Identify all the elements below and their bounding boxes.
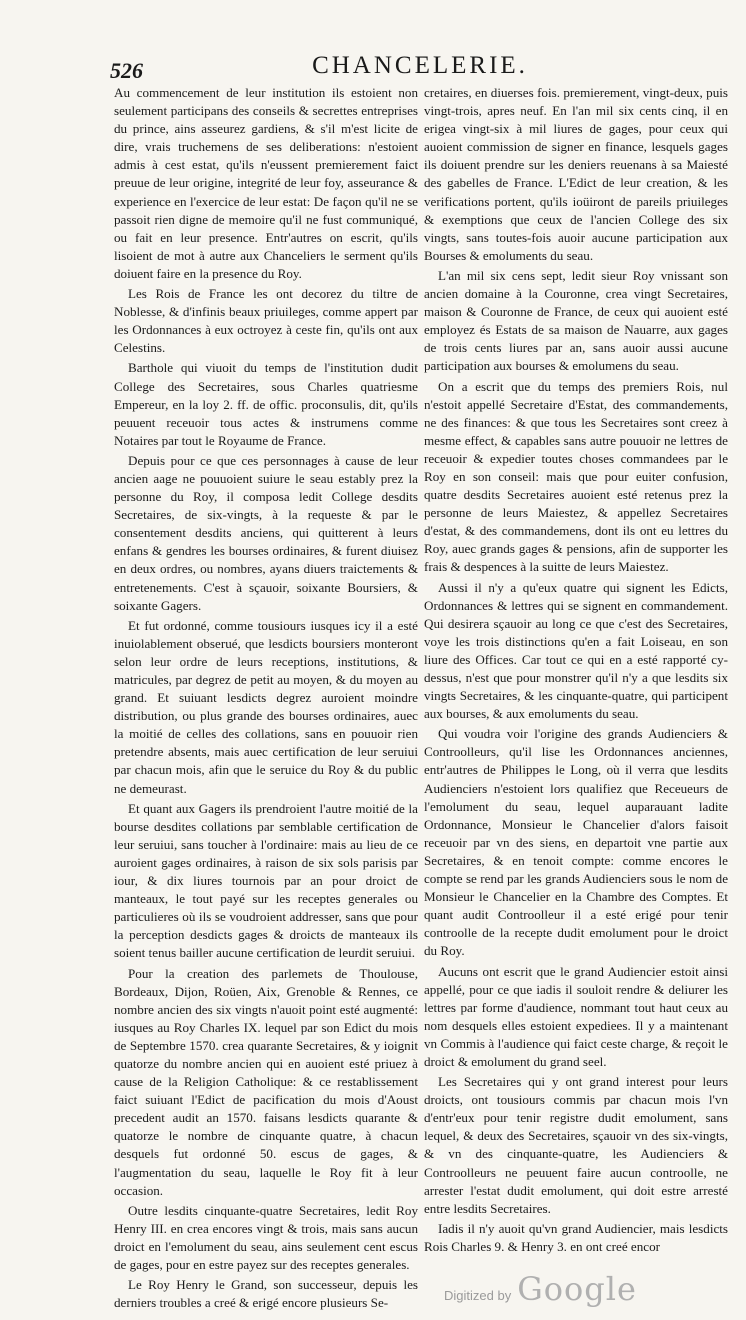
paragraph: Le Roy Henry le Grand, son successeur, depuis les derniers troubles a creé & erigé encore plusieurs Se- [114, 1277, 418, 1311]
paragraph: Au commencement de leur institution ils estoient non seulement participans des conseils & secrettes entreprises du prince, ains asseurez gardiens, & s'il m'est licite de dire, vrais truchemens de ses deliberations: n'estoient admis à cest estat, qu'ils n'eussent premierement faict preuue de leur origine, integrité de leur foy, asseurance & experience en l'exercice de leur estat: De façon qu'il ne se passoit rien digne de memoire qu'il ne fust communiqué, ou fait en leur presence. Entr'autres on escrit, qu'ils lisoient de mot à autre aux Chanceliers le serment qu'ils doiuent faire en la presence du Roy. [114, 85, 418, 281]
paragraph: Aussi il n'y a qu'eux quatre qui signent les Edicts, Ordonnances & lettres qui se signent en commandement. Qui desirera sçauoir au long ce que c'est des Secretaires, voye les trois distinctions qu'en a fait Loiseau, en son liure des Offices. Car tout ce qui en a esté rapporté cy-dessus, n'est que pour monstrer qu'il n'y a que lesdits six vingts Secretaires, & les cinquante-quatre, qui participent aux bourses, & aux emoluments du seau. [424, 579, 728, 722]
paragraph: Qui voudra voir l'origine des grands Audienciers & Controolleurs, qu'il lise les Ordonnances anciennes, entr'autres de Philippes le Long, où il verra que lesdits Audienciers n'estoient lors qualifiez que Receueurs de l'emolument du seau, lequel auparauant ladite Ordonnance, Monsieur le Chancelier d'alors faisoit receuoir par vn des siens, en departoit vne partie aux Secretaires, & en tenoit compte: comme encores le compte se rend par les grands Audienciers sous le nom de Monsieur le Chancelier en la Chambre des Comptes. Et quant audit Controolleur il a esté erigé pour tenir controolle de la recepte dudit emolument pour le droict du Roy. [424, 726, 728, 959]
page-number: 526 [110, 58, 143, 83]
paragraph: Depuis pour ce que ces personnages à cause de leur ancien aage ne pouuoient suiure le seau estably prez la personne du Roy, il composa ledit College desdits Secretaires, de six-vingts, à la requeste & par le consentement desdits anciens, qui quitterent à leurs enfans & gendres les bourses ordinaires, & furent diuisez en deux ordres, ou nombres, ayans diuers traictements & entretenements. C'est à sçauoir, soixante Boursiers, & soixante Gagers. [114, 452, 418, 613]
paragraph: Et quant aux Gagers ils prendroient l'autre moitié de la bourse desdites collations par semblable certification de leur seruiui, sans toucher à l'ordinaire: mais au lieu de ce auroient gages ordinaires, à raison de six sols parisis par iour, & dix liures tournois par an pour droict de manteaux, le tout payé sur les receptes generales ou particulieres où ils se voudroient addresser, sans que pour la perception desdicts gages & droicts de manteaux ils soient tenus bailler aucune certification de leurdit seruiui. [114, 800, 418, 961]
paragraph: On a escrit que du temps des premiers Rois, nul n'estoit appellé Secretaire d'Estat, des commandements, ne des finances: & que tous les Secretaires sont creez à mesme effect, & capables sans autre pouuoir ne lettres de receuoir & expedier toutes choses commandees par le Roy en son conseil: mais que pour euiter confusion, quatre desdits Secretaires auoient esté retenus prez la personne de leurs Maiestez, & appellez Secretaires d'estat, & des commandemens, dont ils ont eu lettres du Roy, auec grands gages & pensions, afin de supporter les frais & despences à la suitte de leurs Maiestez. [424, 378, 728, 575]
paragraph: Outre lesdits cinquante-quatre Secretaires, ledit Roy Henry III. en crea encores vingt & trois, mais sans aucun droict en l'emolument du seau, ains seulement cent escus de gages, pour en estre payez sur des receptes generales. [114, 1202, 418, 1272]
paragraph: Aucuns ont escrit que le grand Audiencier estoit ainsi appellé, pour ce que iadis il souloit rendre & deliurer les lettres par forme d'audience, nommant tout haut ceux au nom desquels elles estoient expediees. Il y a maintenant vn Commis à l'audience qui faict ceste charge, & reçoit le droict & emolument du grand seel. [424, 963, 728, 1069]
digitization-watermark [444, 1270, 637, 1308]
paragraph: L'an mil six cens sept, ledit sieur Roy vnissant son ancien domaine à la Couronne, crea vingt Secretaires, maison & Couronne de France, de ceux qui auoient esté employez és Estats de sa maison de Nauarre, aux gages de trois cents liures par an, sans auoir aussi aucune participation aux bourses & emolumens du seau. [424, 267, 728, 374]
left-column [114, 84, 418, 1314]
page-header [110, 52, 730, 88]
google-logo: Google [517, 1270, 637, 1308]
paragraph: Barthole qui viuoit du temps de l'institution dudit College des Secretaires, sous Charles quatriesme Empereur, en la loy 2. ff. de offic. proconsulis, dit, qu'ils peuuent receuoir tous actes & instrumens comme Notaires par tout le Royaume de France. [114, 360, 418, 448]
running-title: CHANCELERIE. [312, 52, 528, 79]
right-column [424, 84, 728, 1258]
paragraph: Et fut ordonné, comme tousiours iusques icy il a esté inuiolablement obserué, que lesdicts boursiers monteront selon leur ordre de leurs receptions, institutions, & matricules, par degrez de petit au moyen, & du moyen au grand. Et suiuant lesdicts degrez auroient moindre distribution, ou plus grande des bourses ordinaires, auec la moitié de celles des collations, sans en pouuoir rien pretendre absents, mais auec certification de leur seruiui par chacun mois, afin que le seruice du Roy & du public ne demeurast. [114, 617, 418, 796]
paragraph: Les Secretaires qui y ont grand interest pour leurs droicts, ont tousiours commis par chacun mois l'vn d'entr'eux pour tenir registre dudit emolument, sans lequel, & deux des Secretaires, sçauoir vn des six-vingts, & vn des cinquante-quatre, les Audienciers & Controolleurs ne peuuent faire aucun controolle, ne arrester l'estat dudit emolument, qui doit estre arresté entre lesdits Secretaires. [424, 1074, 728, 1216]
paragraph: Les Rois de France les ont decorez du tiltre de Noblesse, & d'infinis beaux priuileges, comme appert par les Ordonnances à eux octroyez à ceste fin, qu'ils ont aux Celestins. [114, 286, 418, 356]
digitized-by-label: Digitized by [444, 1288, 512, 1303]
paragraph: cretaires, en diuerses fois. premierement, vingt-deux, puis vingt-trois, apres neuf. En l'an mil six cents cinq, il en erigea vingt-six à mil liures de gages, pour ceux qui auoient commission de signer en finance, lesquels gages ils doiuent prendre sur les deniers reuenans à sa Maiesté des gabelles de France. L'Edict de leur creation, & les verifications portent, qu'ils ioüiront de pareils priuileges & exemptions que ceux de l'ancien College des six vingts, sans toutes-fois auoir aucune participation aux Bourses & emoluments du seau. [424, 85, 728, 263]
paragraph: Iadis il n'y auoit qu'vn grand Audiencier, mais lesdicts Rois Charles 9. & Henry 3. en ont creé encor [424, 1220, 728, 1254]
paragraph: Pour la creation des parlemets de Thoulouse, Bordeaux, Dijon, Roüen, Aix, Grenoble & Rennes, ce nombre ancien des six vingts n'auoit point esté augmenté: iusques au Roy Charles IX. lequel par son Edict du mois de Septembre 1570. crea quarante Secretaires, & y ioignit quatorze du nombre ancien qui en auoient esté priuez à cause de la Religion Catholique: & ce restablissement faict suiuant l'Edict de pacification du mois d'Aoust precedent audit an 1570. faisans lesdicts quarante & quatorze le nombre de cinquante quatre, à chacun desquels fut ordonné 50. escus de gages, & l'augmentation du seau, laquelle le Roy fit à leur occasion. [114, 965, 418, 1198]
